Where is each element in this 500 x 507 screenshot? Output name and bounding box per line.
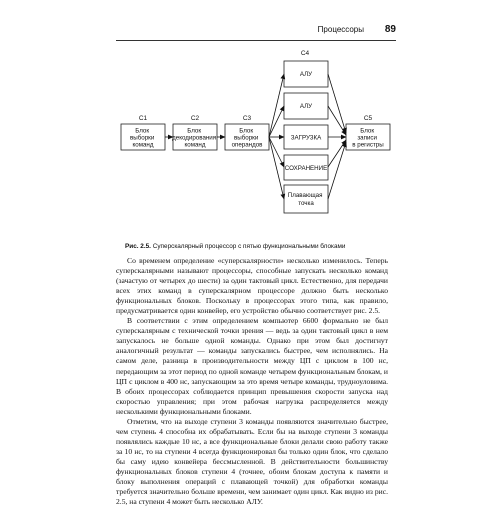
stage-label-c1: C1 <box>138 115 148 122</box>
decode-unit-label: Блок декодирования команд <box>172 127 217 149</box>
stage-label-c5: C5 <box>363 115 373 122</box>
writeback-unit-label: Блок записи в регистры <box>352 127 384 149</box>
arrow-fp-to-writeback <box>328 142 346 199</box>
arrow-operand-to-alu2 <box>269 106 284 137</box>
arrow-store-to-writeback <box>328 140 346 167</box>
alu1-label: АЛУ <box>299 71 313 78</box>
load-unit-label: ЗАГРУЗКА <box>290 134 322 142</box>
floating-point-unit-box <box>284 185 328 213</box>
header-page-number: 89 <box>384 24 396 35</box>
figure-caption-label: Рис. 2.5. <box>125 243 151 250</box>
arrow-alu2-to-writeback <box>328 106 346 135</box>
paragraph-3: Отметим, что на выходе ступени 3 команды появляются значительно быстрее, чем ступень 4 способна их обрабатывать. Если бы на выходе ступени 3 команды появлялись каждые 10 нс, а все функциональные блоки делали свою работу также за 10 нс, то на ступени 4 всегда функционировал бы только один блок, что сделало бы саму идею конвейера бессмысленной. В действительности большинству функциональных блоков ступени 4 (точнее, обоим блокам доступа к памяти и блоку выполнения операций с плавающей точкой) для обработки команды требуется значительно больше времени, чем занимает один цикл. Как видно из рис. 2.5, на ступени 4 может быть несколько АЛУ. <box>116 416 388 507</box>
alu2-label: АЛУ <box>299 103 313 110</box>
body-text <box>116 256 388 507</box>
arrow-operand-to-fp <box>269 137 284 199</box>
operand-fetch-unit-label: Блок выборки операндов <box>231 127 263 149</box>
store-unit-label: СОХРАНЕНИЕ <box>284 165 328 172</box>
figure-caption <box>125 243 395 250</box>
floating-point-unit-label: Плавающая точка <box>287 192 323 207</box>
header-section-title: Процессоры <box>317 25 364 34</box>
arrow-operand-to-alu1 <box>269 74 284 137</box>
fetch-unit-label: Блок выборки команд <box>129 127 155 149</box>
stage-label-c2: C2 <box>190 115 200 122</box>
paragraph-2: В соответствии с этим определением компьютер 6600 формально не был суперскалярным с технической точки зрения — ведь за один тактовый цикл в нем запускалось не больше одной команды. Однако при этом был достигнут аналогичный результат — команды запускались быстрее, чем исполнялись. На самом деле, разница в производительности между ЦП с циклом в 100 нс, передающим за этот период по одной команде четырем функциональным блокам, и ЦП с циклом в 400 нс, запускающим за это время четыре команды, трудноуловима. В обоих процессорах соблюдается принцип превышения скорости запуска над скоростью управления; при этом рабочая нагрузка распределяется между несколькими функциональными блоками. <box>116 316 388 416</box>
stage-label-c3: C3 <box>242 115 252 122</box>
arrow-alu1-to-writeback <box>328 74 346 133</box>
paragraph-1: Со временем определение «суперскалярности» несколько изменилось. Теперь суперскалярными называют процессоры, способные запускать несколько команд (зачастую от четырех до шести) за один тактовый цикл. Естественно, для передачи всех этих команд в суперскалярном процессоре должно быть несколько функциональных блоков. Поскольку в процессорах этого типа, как правило, предусматривается один конвейер, его устройство обычно соответствует рис. 2.5. <box>116 256 388 316</box>
arrow-operand-to-store <box>269 137 284 167</box>
figure-caption-text: Суперскалярный процессор с пятью функциональными блоками <box>150 243 346 250</box>
stage-label-c4: C4 <box>300 50 310 57</box>
